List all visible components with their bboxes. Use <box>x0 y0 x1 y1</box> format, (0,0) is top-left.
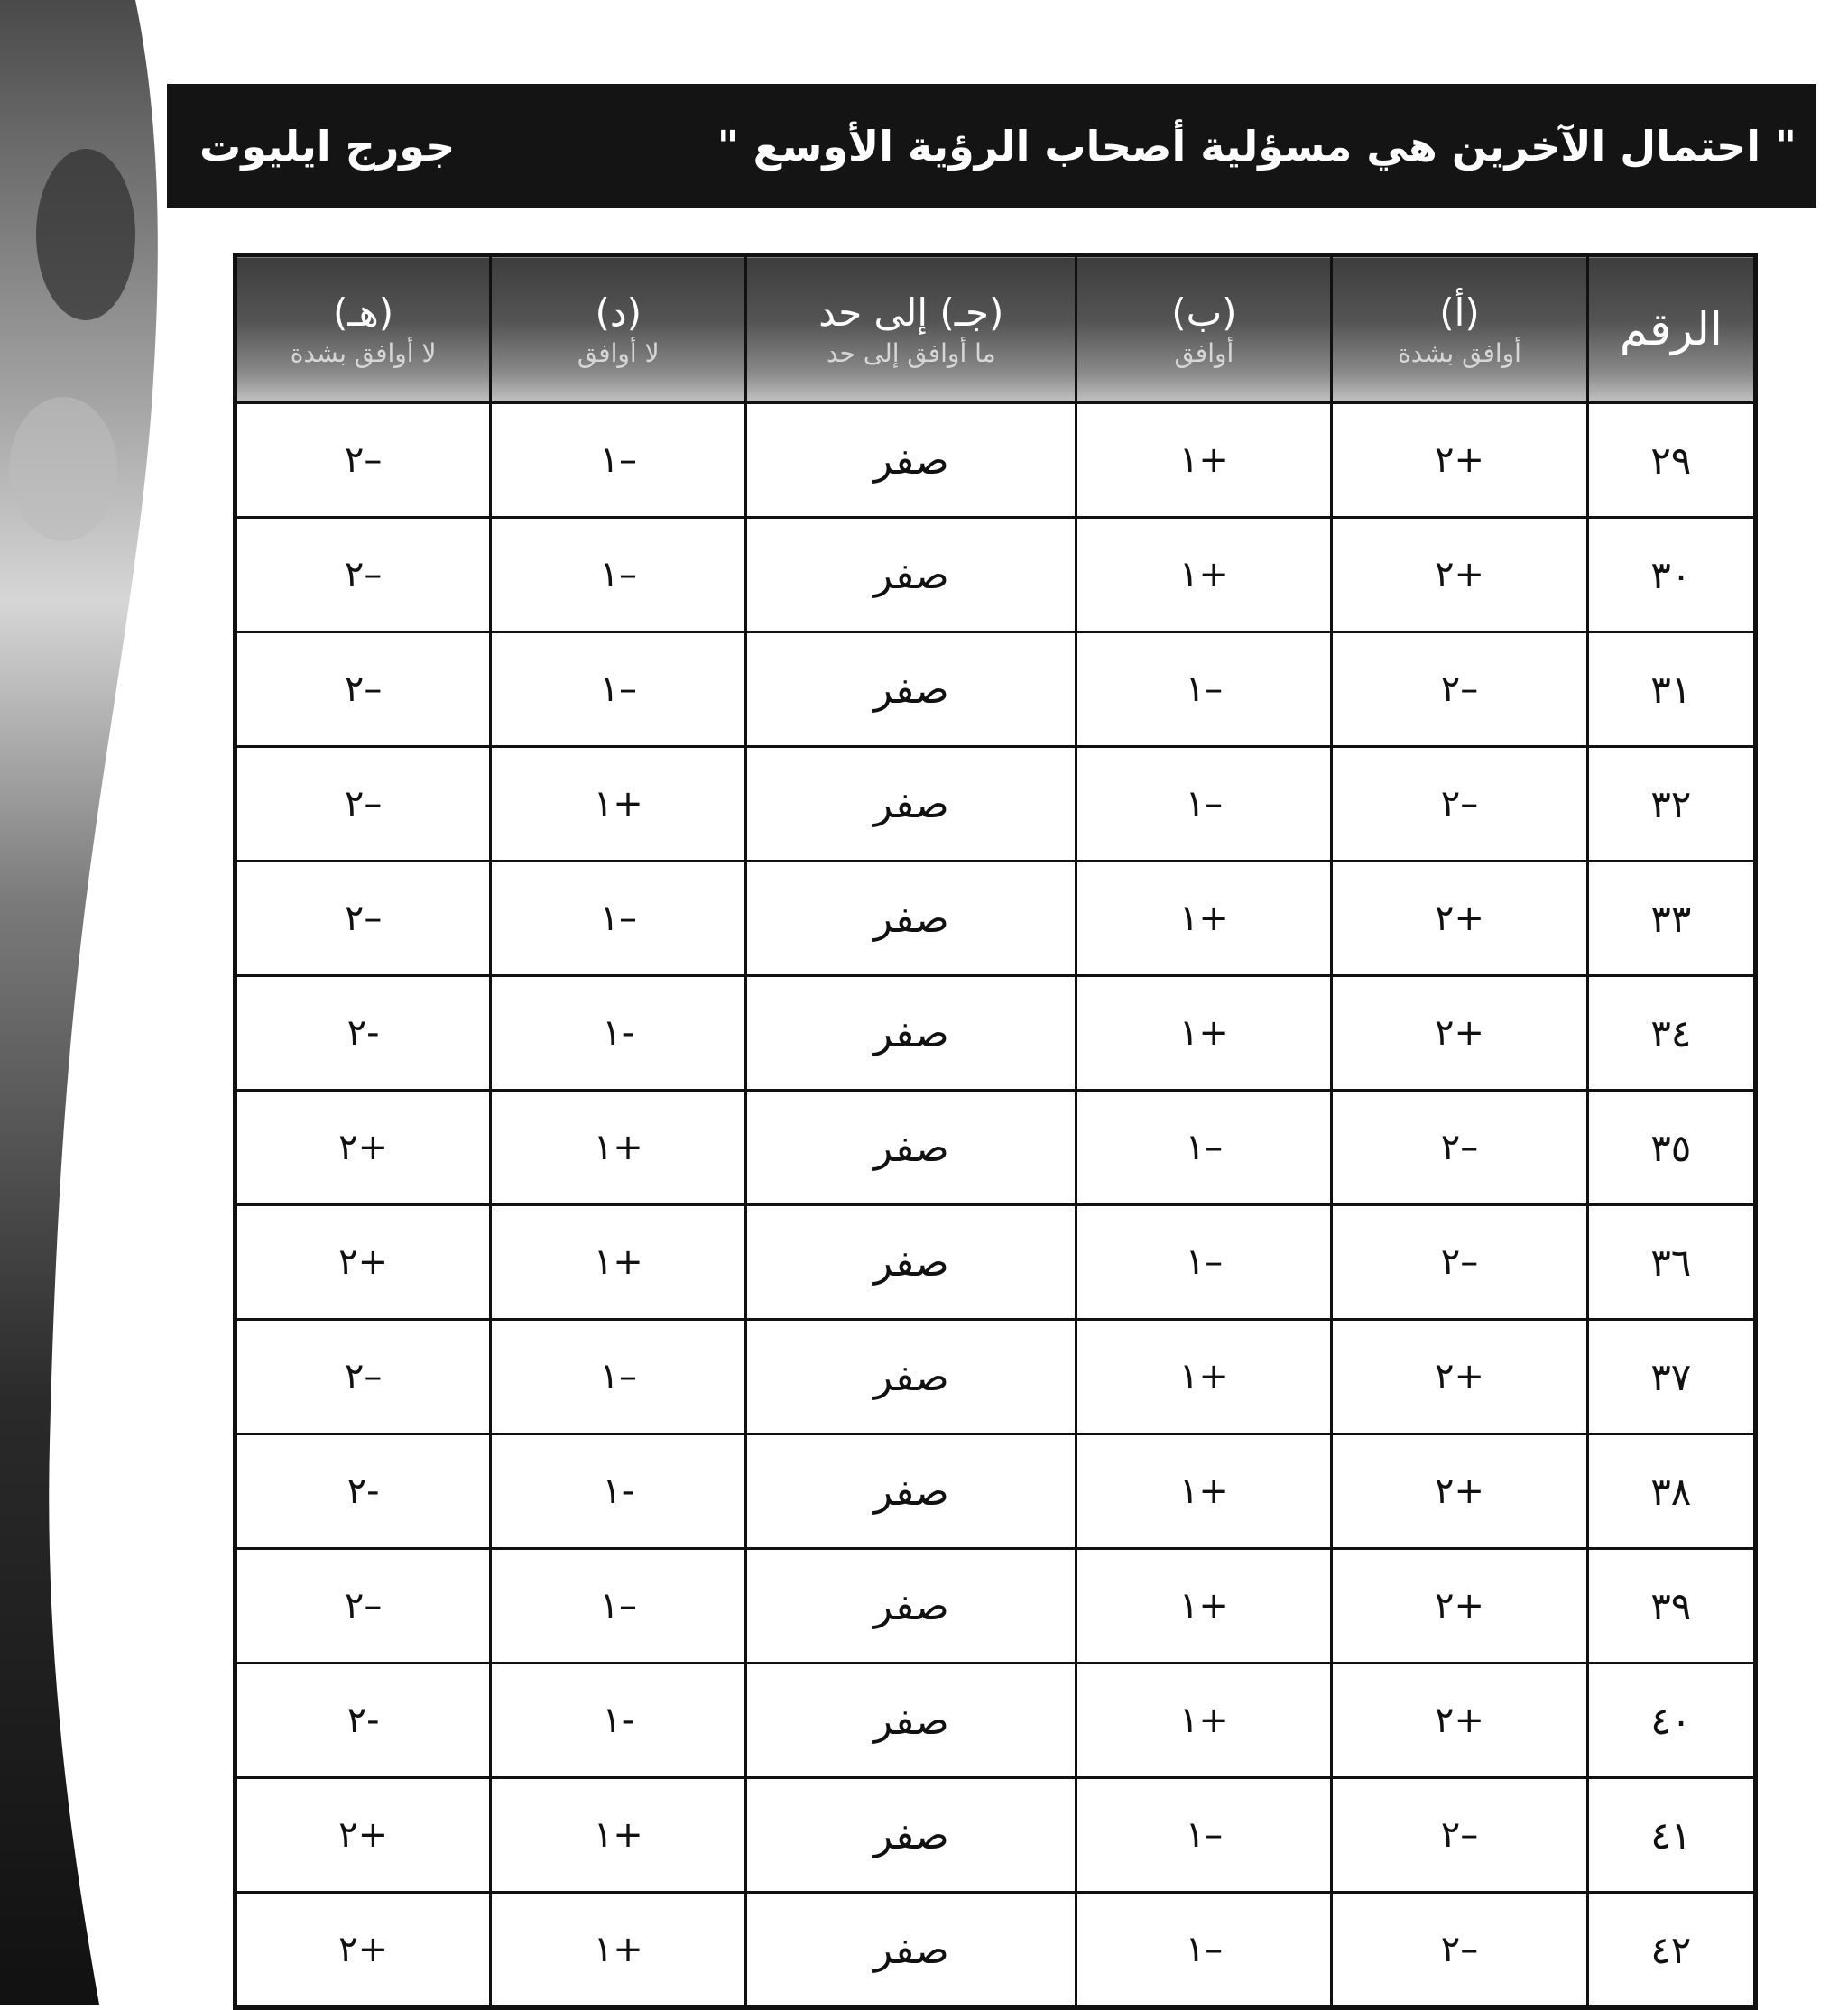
cell-e: –٢ <box>236 1549 491 1664</box>
cell-a: +٢ <box>1332 1434 1587 1549</box>
header-col-e-label: لا أوافق بشدة <box>290 337 437 368</box>
table-row <box>236 518 1756 632</box>
cell-d: –١ <box>491 632 746 747</box>
cell-c: صفر <box>746 403 1076 518</box>
cell-number: ٣٢ <box>1587 747 1755 862</box>
cell-c: صفر <box>746 1434 1076 1549</box>
cell-b: –١ <box>1076 747 1332 862</box>
cell-number: ٣٤ <box>1587 976 1755 1091</box>
cell-c: صفر <box>746 632 1076 747</box>
cell-a: –٢ <box>1332 1893 1587 2008</box>
header-col-b-label: أوافق <box>1174 337 1234 368</box>
cell-d: +١ <box>491 1091 746 1205</box>
cell-a: +٢ <box>1332 518 1587 632</box>
cell-c: صفر <box>746 1205 1076 1320</box>
cell-a: +٢ <box>1332 862 1587 976</box>
table-row <box>236 1664 1756 1778</box>
cell-d: –١ <box>491 862 746 976</box>
cell-number: ٤٠ <box>1587 1664 1755 1778</box>
header-col-b-letter: (ب) <box>1171 290 1237 336</box>
cell-a: +٢ <box>1332 1320 1587 1434</box>
cell-b: +١ <box>1076 518 1332 632</box>
cell-number: ٤٢ <box>1587 1893 1755 2008</box>
cell-b: –١ <box>1076 1893 1332 2008</box>
header-number: الرقم <box>1587 255 1755 403</box>
cell-d: –١ <box>491 1320 746 1434</box>
header-col-c-letter: (جـ) إلى حد <box>818 290 1004 336</box>
cell-a: +٢ <box>1332 976 1587 1091</box>
header-col-a <box>1332 255 1587 403</box>
cell-e: -٢ <box>236 1664 491 1778</box>
cell-b: +١ <box>1076 1320 1332 1434</box>
cell-number: ٣١ <box>1587 632 1755 747</box>
cell-number: ٣٩ <box>1587 1549 1755 1664</box>
cell-a: +٢ <box>1332 403 1587 518</box>
cell-c: صفر <box>746 1664 1076 1778</box>
cell-d: +١ <box>491 1778 746 1893</box>
cell-number: ٣٥ <box>1587 1091 1755 1205</box>
cell-e: +٢ <box>236 1091 491 1205</box>
cell-d: +١ <box>491 747 746 862</box>
table-row <box>236 1091 1756 1205</box>
cell-d: –١ <box>491 403 746 518</box>
cell-b: +١ <box>1076 976 1332 1091</box>
cell-e: –٢ <box>236 747 491 862</box>
cell-e: –٢ <box>236 518 491 632</box>
cell-b: +١ <box>1076 403 1332 518</box>
table-row <box>236 1778 1756 1893</box>
scoring-table-container <box>233 253 1758 1978</box>
cell-number: ٣٧ <box>1587 1320 1755 1434</box>
table-row <box>236 403 1756 518</box>
cell-b: +١ <box>1076 862 1332 976</box>
cell-e: –٢ <box>236 862 491 976</box>
table-row <box>236 976 1756 1091</box>
cell-d: -١ <box>491 976 746 1091</box>
table-row <box>236 747 1756 862</box>
cell-b: –١ <box>1076 632 1332 747</box>
header-col-a-letter: (أ) <box>1439 290 1480 336</box>
quote-author: جورج ايليوت <box>199 122 456 171</box>
cell-a: –٢ <box>1332 1205 1587 1320</box>
header-col-c-label: ما أوافق إلى حد <box>826 337 996 368</box>
cell-e: +٢ <box>236 1893 491 2008</box>
cell-e: –٢ <box>236 403 491 518</box>
cell-e: +٢ <box>236 1778 491 1893</box>
table-row <box>236 1549 1756 1664</box>
cell-number: ٢٩ <box>1587 403 1755 518</box>
cell-a: –٢ <box>1332 632 1587 747</box>
header-col-e-letter: (هـ) <box>332 290 394 336</box>
table-row <box>236 1893 1756 2008</box>
cell-c: صفر <box>746 1893 1076 2008</box>
cell-e: -٢ <box>236 1434 491 1549</box>
cell-c: صفر <box>746 862 1076 976</box>
table-body <box>236 403 1756 2008</box>
cell-c: صفر <box>746 1091 1076 1205</box>
cell-number: ٣٠ <box>1587 518 1755 632</box>
header-col-d-letter: (د) <box>595 290 642 336</box>
cell-d: –١ <box>491 518 746 632</box>
cell-e: –٢ <box>236 1320 491 1434</box>
table-row <box>236 632 1756 747</box>
header-col-a-label: أوافق بشدة <box>1398 337 1521 368</box>
cell-a: +٢ <box>1332 1664 1587 1778</box>
cell-number: ٣٦ <box>1587 1205 1755 1320</box>
table-row <box>236 1320 1756 1434</box>
cell-b: +١ <box>1076 1549 1332 1664</box>
scoring-table <box>233 253 1758 2010</box>
cell-d: -١ <box>491 1434 746 1549</box>
header-col-c <box>746 255 1076 403</box>
table-row <box>236 862 1756 976</box>
cell-a: –٢ <box>1332 1778 1587 1893</box>
cell-c: صفر <box>746 1320 1076 1434</box>
cell-e: -٢ <box>236 976 491 1091</box>
cell-c: صفر <box>746 518 1076 632</box>
header-col-b <box>1076 255 1332 403</box>
cell-d: -١ <box>491 1664 746 1778</box>
cell-a: –٢ <box>1332 1091 1587 1205</box>
cell-d: +١ <box>491 1893 746 2008</box>
table-row <box>236 1205 1756 1320</box>
cell-d: –١ <box>491 1549 746 1664</box>
cell-number: ٣٣ <box>1587 862 1755 976</box>
cell-b: –١ <box>1076 1778 1332 1893</box>
cell-b: +١ <box>1076 1664 1332 1778</box>
header-col-d <box>491 255 746 403</box>
cell-b: –١ <box>1076 1091 1332 1205</box>
cell-e: –٢ <box>236 632 491 747</box>
quote-banner <box>167 84 1816 208</box>
quote-text: " احتمال الآخرين هي مسؤلية أصحاب الرؤية الأوسع " <box>716 122 1797 171</box>
table-row <box>236 1434 1756 1549</box>
header-col-e <box>236 255 491 403</box>
cell-a: +٢ <box>1332 1549 1587 1664</box>
cell-c: صفر <box>746 976 1076 1091</box>
cell-a: –٢ <box>1332 747 1587 862</box>
cell-c: صفر <box>746 1778 1076 1893</box>
table-header-row <box>236 255 1756 403</box>
cell-c: صفر <box>746 1549 1076 1664</box>
header-col-d-label: لا أوافق <box>577 337 660 368</box>
cell-d: +١ <box>491 1205 746 1320</box>
cell-number: ٤١ <box>1587 1778 1755 1893</box>
cell-e: +٢ <box>236 1205 491 1320</box>
portrait-photo <box>0 0 208 2005</box>
cell-b: –١ <box>1076 1205 1332 1320</box>
cell-number: ٣٨ <box>1587 1434 1755 1549</box>
cell-b: +١ <box>1076 1434 1332 1549</box>
cell-c: صفر <box>746 747 1076 862</box>
